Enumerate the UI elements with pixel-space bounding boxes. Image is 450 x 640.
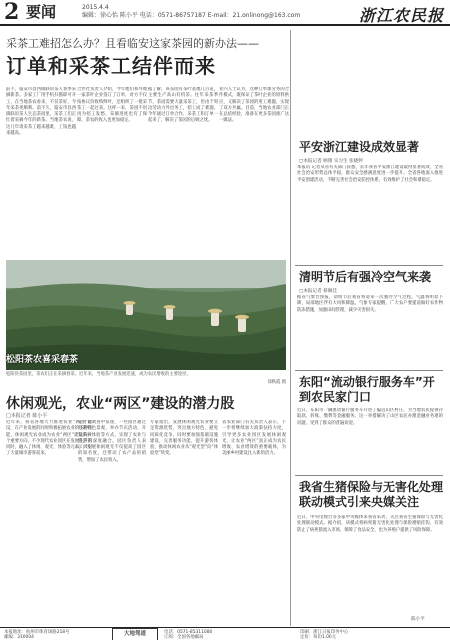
lead-headline: 订单和采茶工结伴而来 <box>6 54 216 78</box>
footer-printer: 印刷：浙江日报印务中心 <box>300 630 349 635</box>
lead-column-2: 合作社负责人介绍，今年他们和外地一家茶叶企业签订了订单，对方不仅按协议价收购鲜叶，还组织了一批采茶工一起过来。这样一来，茶园不用再为招工发愁，采摘进度也有了保障，茶农的收入也更加稳定。 <box>77 87 147 124</box>
lead-kicker: 采茶工难招怎么办？且看临安这家茶园的新办法—— <box>6 37 259 50</box>
story-2-byline: □本报记者 蔡佩佳 <box>299 289 337 294</box>
footer-price: 定价：每份1.00元 <box>300 635 337 640</box>
leisure-column-2: 记者在调查中发现，一些园区通过打造特色景观、举办节庆活动、开发采摘体验等方式，实现了农业与旅游的深度融合。园区负责人表示，发展休闲观光不仅提高了园区的知名度，还带动了农产品的销售，增加了农民收入。 <box>78 420 146 463</box>
story-2-text: 据省气象台预报，清明节后我省将迎来一次强冷空气过程，气温将明显下降，局部地区伴有大风和降温。气象专家提醒，广大农户要提前做好农作物防冻措施，加强田间管理，减少灾害损失。 <box>297 295 443 313</box>
story-1-byline: □本报记者 顾翔 实习生 张晓婷 <box>299 159 363 164</box>
leisure-headline: 休闲观光，农业“两区”建设的潜力股 <box>6 396 235 412</box>
footer-postcode: 邮编：310004 <box>4 635 34 640</box>
story-2-headline: 清明节后有强冷空气来袭 <box>299 270 432 284</box>
leisure-column-1: 近年来，我省各地大力推进农业“两区”建设，在产业发展的同时积极拓展农业的多种功能，休闲观光农业成为农业“两区”建设的一个重要方向。不少现代农业园区在发展生产的同时，融入了休闲、观光、体验等元素，吸引了大量城市游客前来。 <box>6 420 92 457</box>
story-4-text: 近日，中央电视台等多家中央媒体来我省采访，关注我省生猪保险与无害化处理联动模式。据介绍，该模式将病死猪无害化处理与保险理赔挂钩，有效防止了病死猪流入市场，保障了食品安全，也为养殖户提供了风险保障。 <box>297 515 443 533</box>
footer-phone: 电话：0571-85311080 <box>164 630 213 635</box>
photo-author: 徐秋霞 摄 <box>267 380 286 385</box>
masthead <box>0 0 450 26</box>
story-3-headline <box>299 375 439 405</box>
leisure-column-3: 专家指出，发展休闲观光农业要立足资源优势，突出地方特色，避免同质化竞争。同时要加强基础设施建设，完善服务功能，提升游客体验，推动休闲农业从“观光型”向“体验型”转变。 <box>150 420 218 457</box>
issue-date: 2015.4.4 <box>82 4 109 11</box>
footer-address: 本报地址：杭州市体育场路218号 <box>4 630 70 635</box>
lead-column-3: 据了解，该茶园有茶叶基地几百亩，主要生产高山有机茶。往年采茶季节，茶园需要大量采茶工，但由于周边劳动力外出务工，招工成了难题。今年通过订单合作，采茶工和订单一起来了，解决了茶园的后顾之忧。 <box>148 87 218 124</box>
divider <box>295 475 443 476</box>
divider <box>295 265 443 266</box>
leisure-column-4: 省农业部门有关负责人表示，下一步将继续加大政策扶持力度，引导更多农业园区发展休闲观光，让农业“两区”真正成为农民增收、农业增效的重要载体，为美丽乡村建设注入新的活力。 <box>222 420 286 457</box>
editor-line: 编辑：徐心怡 陈小平 电话：0571-86757187 E-mail：21.onlinong@163.com <box>82 12 301 19</box>
masthead-meta <box>82 4 300 20</box>
story-1-headline: 平安浙江建设成效显著 <box>299 140 420 154</box>
page-footer <box>0 627 450 640</box>
footer-ad-label: 大地驾道 <box>112 628 158 640</box>
footer-subscription: 订阅：全国各地邮局 <box>164 635 204 640</box>
photo-caption-text: 松阳县茶园里，茶农们正在采摘春茶。近年来，当地茶产业发展迅速，成为农民增收的主要途径。 <box>6 372 191 377</box>
lead-column-4: 业内人士认为，这种订单加劳务的合作模式，既保证了茶叶企业的原料供应，又解决了茶园的用工难题，实现了双方共赢。目前，当地农业部门正在总结经验，准备在更多茶园推广这一做法。 <box>219 87 289 124</box>
page-number: 2 <box>4 0 20 25</box>
story-4-author: 陈小平 <box>411 617 425 622</box>
story-4-headline: 我省生猪保险与无害化处理联动模式引来央媒关注 <box>299 480 444 509</box>
leisure-byline: □本报记者 陈小平 <box>6 413 48 419</box>
photo-caption <box>6 372 286 386</box>
photo-caption-band: 松阳茶农喜采春茶 <box>6 355 79 365</box>
story-3-headline-prefix: 东阳 <box>299 375 324 389</box>
section-name: 要闻 <box>26 3 57 21</box>
paper-name: 浙江农民报 <box>358 6 444 25</box>
divider <box>295 370 443 371</box>
lead-column-1: 前不，临安市昌西镇联谊茶人春季采摘新茶。多家工厂用手机扫描即可开工，在当地茶农看来，不仅茶好，今年采茶更顺利。前不久，临安市昌西镇联谊茶人生态茶园里，采茶工们正忙着采摘今年的新茶。当地茶农说，这几年请采茶工越来越难，工钱也越来越高。 <box>6 87 76 137</box>
right-news-panel <box>290 30 446 626</box>
story-3-headline-text: “流动银行服务车”开到农民家门口 <box>299 375 435 404</box>
story-3-text: 近日，东阳市一辆流动银行服务车开进了偏远山区村庄，为当地农民提供存取款、转账、缴费等金融服务。这一举措解决了山区农民办理金融业务难的问题，受到了群众的普遍欢迎。 <box>297 408 443 426</box>
story-1-text: 本报讯 记者从省有关部门获悉，去年我省平安浙江建设取得显著成效，全省社会治安形势总体平稳，群众安全感满意度进一步提升。全省各地深入推进平安创建活动，不断完善社会治安防控体系，有效维护了社会和谐稳定。 <box>297 165 443 183</box>
